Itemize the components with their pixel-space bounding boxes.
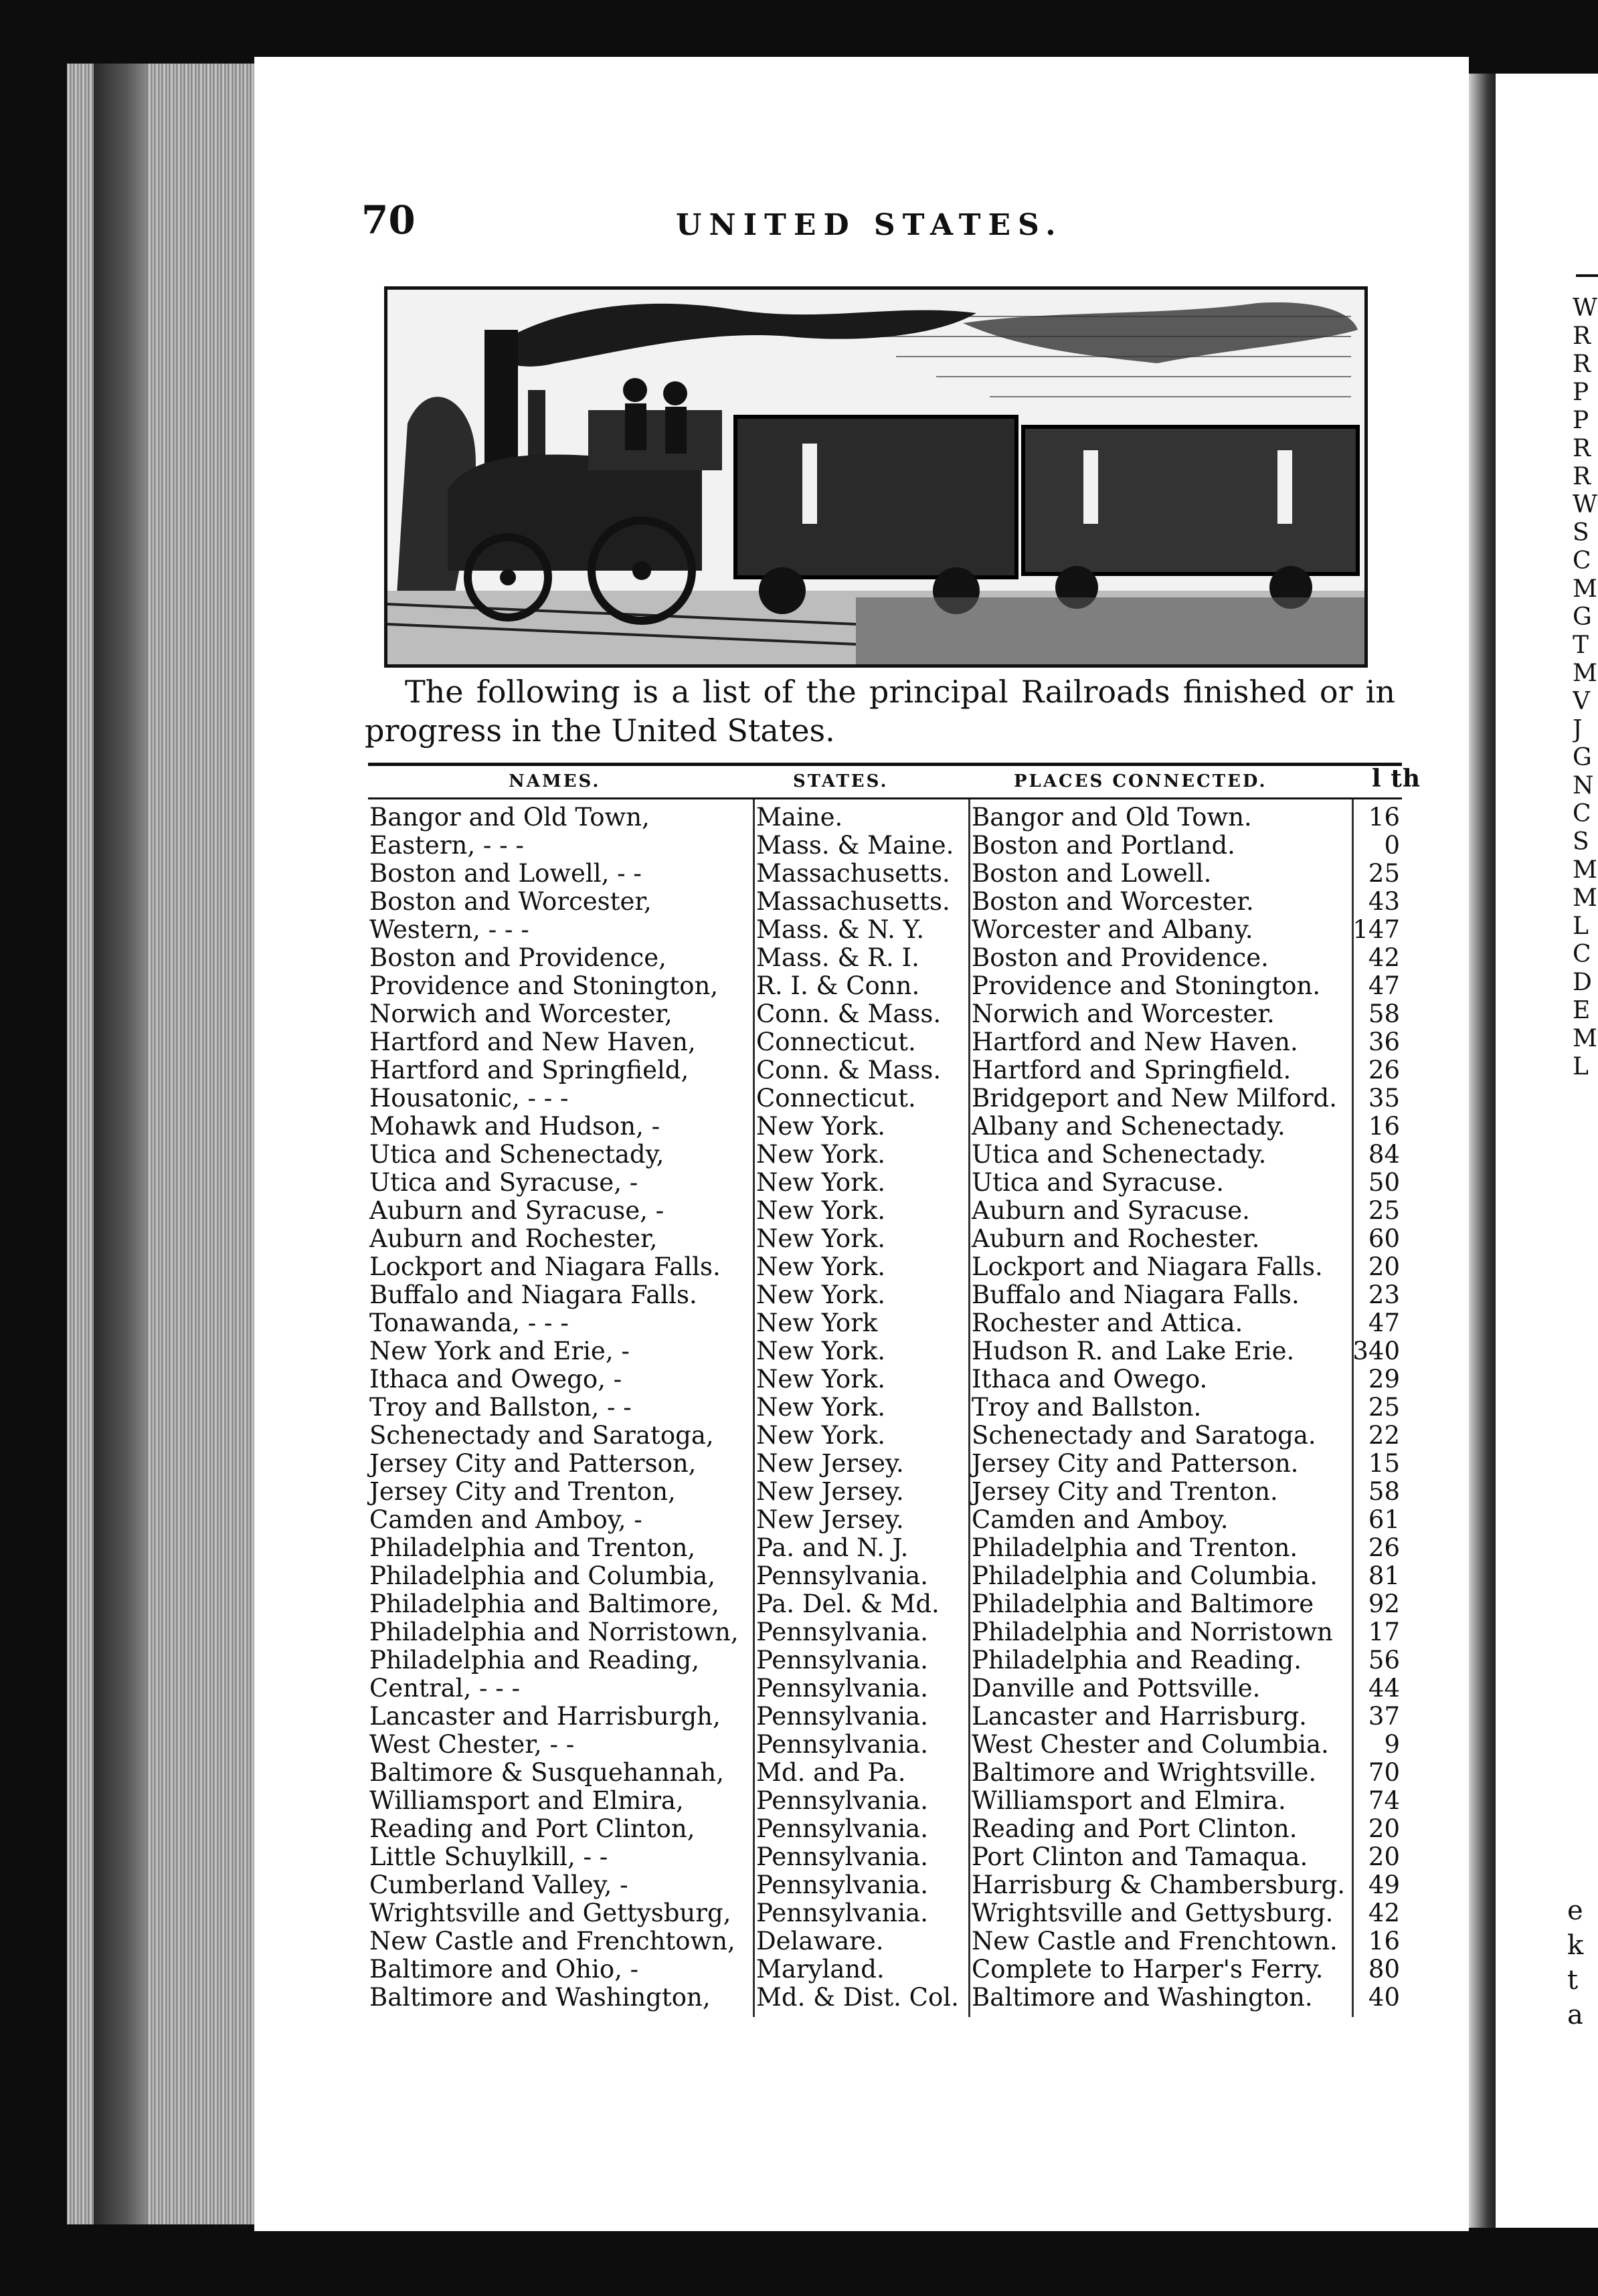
table-row [368, 1253, 1402, 1281]
railroad-state: Maryland. [756, 1955, 885, 1984]
railroad-length: 37 [1368, 1702, 1400, 1731]
places-connected: Auburn and Rochester. [972, 1224, 1260, 1253]
table-row [368, 1000, 1402, 1028]
railroad-state: Pa. Del. & Md. [756, 1590, 940, 1618]
places-connected: Ithaca and Owego. [972, 1365, 1208, 1394]
facing-page-fragment: N [1573, 772, 1594, 799]
places-connected: Boston and Lowell. [972, 859, 1212, 888]
facing-page-fragment: a [1567, 2000, 1583, 2030]
railroad-state: Mass. & R. I. [756, 943, 919, 972]
table-row [368, 1927, 1402, 1955]
table-row [368, 1815, 1402, 1843]
railroad-length: 22 [1368, 1421, 1400, 1450]
railroad-length: 29 [1368, 1365, 1400, 1394]
railroad-length: 23 [1368, 1280, 1400, 1309]
railroad-state: New York. [756, 1280, 886, 1309]
places-connected: Worcester and Albany. [972, 915, 1253, 944]
railroad-state: Pennsylvania. [756, 1786, 928, 1815]
table-row [368, 803, 1402, 832]
railroad-state: New York. [756, 1196, 886, 1225]
railroad-length: 20 [1368, 1842, 1400, 1871]
places-connected: Hudson R. and Lake Erie. [972, 1337, 1295, 1365]
railroad-length: 50 [1368, 1168, 1400, 1197]
railroad-length: 58 [1368, 999, 1400, 1028]
facing-page-rule [1576, 274, 1598, 277]
railroad-name: Central, - - - [369, 1674, 521, 1703]
places-connected: Norwich and Worcester. [972, 999, 1275, 1028]
facing-page-fragment: G [1573, 744, 1592, 771]
places-connected: Port Clinton and Tamaqua. [972, 1842, 1308, 1871]
railroad-state: Conn. & Mass. [756, 999, 942, 1028]
places-connected: Lancaster and Harrisburg. [972, 1702, 1307, 1731]
railroad-state: Pennsylvania. [756, 1702, 928, 1731]
railroad-name: West Chester, - - [369, 1730, 575, 1759]
railroad-name: Philadelphia and Reading, [369, 1646, 699, 1675]
places-connected: Utica and Syracuse. [972, 1168, 1224, 1197]
facing-page-fragment: k [1567, 1930, 1584, 1961]
railroad-length: 58 [1368, 1477, 1400, 1506]
railroad-name: Buffalo and Niagara Falls. [369, 1280, 697, 1309]
table-row [368, 1281, 1402, 1309]
railroad-length: 20 [1368, 1814, 1400, 1843]
table-row [368, 1675, 1402, 1703]
railroad-length: 26 [1368, 1533, 1400, 1562]
railroad-state: Delaware. [756, 1927, 884, 1955]
table-row [368, 1225, 1402, 1253]
railroad-name: Philadelphia and Trenton, [369, 1533, 696, 1562]
railroad-state: New York. [756, 1252, 886, 1281]
railroad-length: 60 [1368, 1224, 1400, 1253]
table-row [368, 1394, 1402, 1422]
railroad-length: 16 [1368, 1112, 1400, 1141]
railroad-name: Auburn and Syracuse, - [369, 1196, 664, 1225]
facing-page-fragment: C [1573, 547, 1591, 575]
railroad-name: Eastern, - - - [369, 831, 524, 860]
railroad-length: 56 [1368, 1646, 1400, 1675]
railroad-name: Ithaca and Owego, - [369, 1365, 622, 1394]
railroad-length: 16 [1368, 803, 1400, 832]
places-connected: Baltimore and Wrightsville. [972, 1758, 1317, 1787]
railroad-state: Md. & Dist. Col. [756, 1983, 959, 2012]
places-connected: Boston and Worcester. [972, 887, 1254, 916]
railroad-length: 44 [1368, 1674, 1400, 1703]
table-row [368, 1169, 1402, 1197]
railroad-length: 49 [1368, 1871, 1400, 1899]
railroad-name: Baltimore & Susquehannah, [369, 1758, 724, 1787]
railroad-name: Boston and Providence, [369, 943, 667, 972]
facing-page-fragment: D [1573, 969, 1592, 996]
railroad-length: 81 [1368, 1561, 1400, 1590]
table-row [368, 1899, 1402, 1927]
table-row [368, 1141, 1402, 1169]
places-connected: Rochester and Attica. [972, 1309, 1243, 1337]
table-row [368, 1056, 1402, 1084]
railroad-state: Pennsylvania. [756, 1561, 928, 1590]
facing-page-fragment: C [1573, 941, 1591, 968]
table-row [368, 1646, 1402, 1675]
railroad-state: Connecticut. [756, 1028, 916, 1056]
facing-page-fragment: M [1573, 575, 1597, 603]
railroad-state: Mass. & Maine. [756, 831, 954, 860]
facing-page-fragment: W [1573, 491, 1598, 518]
railroad-length: 43 [1368, 887, 1400, 916]
railroad-name: Housatonic, - - - [369, 1084, 569, 1113]
railroad-state: Pennsylvania. [756, 1646, 928, 1675]
railroad-length: 25 [1368, 1196, 1400, 1225]
railroad-length: 36 [1368, 1028, 1400, 1056]
table-row [368, 888, 1402, 916]
places-connected: Schenectady and Saratoga. [972, 1421, 1316, 1450]
railroad-name: Utica and Schenectady, [369, 1140, 664, 1169]
places-connected: Reading and Port Clinton. [972, 1814, 1298, 1843]
table-row [368, 1731, 1402, 1759]
places-connected: Utica and Schenectady. [972, 1140, 1267, 1169]
facing-page-fragment: G [1573, 603, 1592, 631]
places-connected: Lockport and Niagara Falls. [972, 1252, 1323, 1281]
facing-page-fragment: R [1573, 463, 1591, 490]
railroad-length: 340 [1352, 1337, 1400, 1365]
railroad-state: Pennsylvania. [756, 1618, 928, 1646]
places-connected: Danville and Pottsville. [972, 1674, 1261, 1703]
places-connected: Providence and Stonington. [972, 971, 1321, 1000]
railroad-length: 15 [1368, 1449, 1400, 1478]
railroad-name: Western, - - - [369, 915, 529, 944]
railroad-length: 84 [1368, 1140, 1400, 1169]
table-row [368, 1787, 1402, 1815]
column-header-length: l th [1372, 765, 1421, 793]
railroad-state: New Jersey. [756, 1449, 904, 1478]
table-row [368, 1759, 1402, 1787]
railroad-length: 9 [1384, 1730, 1400, 1759]
railroads-table [368, 759, 1421, 2017]
railroad-state: Pennsylvania. [756, 1842, 928, 1871]
table-row [368, 860, 1402, 888]
railroad-length: 42 [1368, 1899, 1400, 1927]
page-number: 70 [361, 197, 416, 243]
places-connected: Camden and Amboy. [972, 1505, 1229, 1534]
railroad-state: Maine. [756, 803, 843, 832]
railroad-name: Camden and Amboy, - [369, 1505, 642, 1534]
table-row [368, 1422, 1402, 1450]
railroad-state: New York. [756, 1421, 886, 1450]
railroad-name: Auburn and Rochester, [369, 1224, 658, 1253]
facing-page-fragment: C [1573, 800, 1591, 828]
railroad-name: Philadelphia and Norristown, [369, 1618, 739, 1646]
railroad-length: 25 [1368, 859, 1400, 888]
facing-page-fragment: M [1573, 660, 1597, 687]
facing-page-fragment: L [1573, 1053, 1589, 1080]
page-header [361, 197, 1405, 258]
places-connected: Philadelphia and Columbia. [972, 1561, 1318, 1590]
railroad-name: Troy and Ballston, - - [369, 1393, 632, 1422]
railroad-length: 147 [1352, 915, 1400, 944]
column-header-places: PLACES CONNECTED. [1014, 771, 1267, 791]
railroad-length: 61 [1368, 1505, 1400, 1534]
places-connected: Albany and Schenectady. [972, 1112, 1285, 1141]
railroad-name: Utica and Syracuse, - [369, 1168, 638, 1197]
railroad-state: New Jersey. [756, 1505, 904, 1534]
railroad-state: New York. [756, 1112, 886, 1141]
railroad-state: New York. [756, 1393, 886, 1422]
places-connected: Philadelphia and Trenton. [972, 1533, 1298, 1562]
book-cover-edge [94, 64, 147, 2224]
table-row [368, 1506, 1402, 1534]
places-connected: Hartford and Springfield. [972, 1056, 1292, 1084]
railroad-name: Jersey City and Patterson, [369, 1449, 697, 1478]
facing-page-fragment: L [1573, 913, 1589, 940]
railroad-name: Reading and Port Clinton, [369, 1814, 695, 1843]
railroad-length: 47 [1368, 1309, 1400, 1337]
railroad-length: 16 [1368, 1927, 1400, 1955]
railroad-state: Pennsylvania. [756, 1871, 928, 1899]
railroad-name: New York and Erie, - [369, 1337, 630, 1365]
facing-page-fragment: T [1573, 632, 1589, 659]
railroad-state: Massachusetts. [756, 887, 950, 916]
facing-page-fragment: e [1567, 1895, 1583, 1926]
places-connected: Williamsport and Elmira. [972, 1786, 1286, 1815]
table-top-rule [368, 763, 1402, 766]
table-row [368, 944, 1402, 972]
railroad-name: Lancaster and Harrisburgh, [369, 1702, 721, 1731]
railroad-length: 26 [1368, 1056, 1400, 1084]
railroad-length: 35 [1368, 1084, 1400, 1113]
railroad-name: Cumberland Valley, - [369, 1871, 628, 1899]
facing-page-text-fragments [1573, 294, 1598, 1081]
railroad-name: Bangor and Old Town, [369, 803, 650, 832]
facing-page-fragment: M [1573, 1025, 1597, 1052]
places-connected: West Chester and Columbia. [972, 1730, 1329, 1759]
railroad-name: Philadelphia and Baltimore, [369, 1590, 719, 1618]
railroad-state: New York [756, 1309, 878, 1337]
table-row [368, 1984, 1402, 2012]
table-row [368, 1478, 1402, 1506]
table-row [368, 916, 1402, 944]
railroad-name: Philadelphia and Columbia, [369, 1561, 716, 1590]
facing-page-fragment: R [1573, 351, 1591, 378]
railroad-state: New York. [756, 1365, 886, 1394]
table-row [368, 1113, 1402, 1141]
table-row [368, 1618, 1402, 1646]
table-row [368, 1450, 1402, 1478]
table-row [368, 1590, 1402, 1618]
facing-page-fragment: R [1573, 435, 1591, 462]
railroad-name: Baltimore and Ohio, - [369, 1955, 639, 1984]
railroad-state: Pennsylvania. [756, 1730, 928, 1759]
table-row [368, 1084, 1402, 1113]
facing-page-fragment: t [1567, 1965, 1579, 1996]
railroad-state: New York. [756, 1168, 886, 1197]
railroad-state: Md. and Pa. [756, 1758, 906, 1787]
railroad-state: New York. [756, 1224, 886, 1253]
railroad-name: Norwich and Worcester, [369, 999, 673, 1028]
facing-page-fragment: M [1573, 856, 1597, 884]
table-header-rule [368, 797, 1402, 799]
places-connected: Philadelphia and Reading. [972, 1646, 1302, 1675]
places-connected: Bangor and Old Town. [972, 803, 1252, 832]
table-row [368, 1028, 1402, 1056]
table-row [368, 1843, 1402, 1871]
places-connected: Wrightsville and Gettysburg. [972, 1899, 1334, 1927]
railroad-name: Providence and Stonington, [369, 971, 719, 1000]
places-connected: Baltimore and Washington. [972, 1983, 1313, 2012]
railroad-state: Pennsylvania. [756, 1674, 928, 1703]
places-connected: Troy and Ballston. [972, 1393, 1202, 1422]
column-header-names: NAMES. [509, 771, 601, 791]
facing-page-fragment: P [1573, 379, 1589, 406]
table-row [368, 832, 1402, 860]
table-row [368, 1534, 1402, 1562]
table-row [368, 1337, 1402, 1365]
railroad-state: New Jersey. [756, 1477, 904, 1506]
railroad-state: Conn. & Mass. [756, 1056, 942, 1084]
steam-locomotive-engraving [384, 286, 1368, 668]
railroad-name: Schenectady and Saratoga, [369, 1421, 714, 1450]
railroad-name: Boston and Worcester, [369, 887, 652, 916]
places-connected: Harrisburg & Chambersburg. [972, 1871, 1346, 1899]
railroad-state: Pennsylvania. [756, 1899, 928, 1927]
table-row [368, 1871, 1402, 1899]
railroad-length: 42 [1368, 943, 1400, 972]
railroad-length: 20 [1368, 1252, 1400, 1281]
facing-page-fragment: V [1573, 688, 1590, 715]
railroad-state: Pa. and N. J. [756, 1533, 909, 1562]
places-connected: Boston and Providence. [972, 943, 1269, 972]
railroad-name: Hartford and New Haven, [369, 1028, 696, 1056]
railroad-length: 92 [1368, 1590, 1400, 1618]
railroad-length: 40 [1368, 1983, 1400, 2012]
railroad-name: Baltimore and Washington, [369, 1983, 711, 2012]
intro-paragraph: The following is a list of the principal Railroads finished or in progress in the United States. [365, 674, 1395, 749]
facing-page-fragment: W [1573, 294, 1598, 322]
places-connected: Buffalo and Niagara Falls. [972, 1280, 1300, 1309]
railroad-state: Pennsylvania. [756, 1814, 928, 1843]
facing-page-fragment: M [1573, 884, 1597, 912]
railroad-length: 74 [1368, 1786, 1400, 1815]
places-connected: Auburn and Syracuse. [972, 1196, 1250, 1225]
facing-page-fragment: R [1573, 322, 1591, 350]
railroad-state: New York. [756, 1140, 886, 1169]
facing-page-fragment: J [1573, 716, 1583, 743]
railroad-name: Tonawanda, - - - [369, 1309, 569, 1337]
table-row [368, 1197, 1402, 1225]
railroad-name: Jersey City and Trenton, [369, 1477, 676, 1506]
running-title: UNITED STATES. [676, 208, 1063, 242]
railroad-length: 47 [1368, 971, 1400, 1000]
table-row [368, 1955, 1402, 1984]
facing-page-fragment: S [1573, 519, 1589, 547]
table-body [368, 803, 1402, 2012]
facing-page-fragment: S [1573, 828, 1589, 856]
places-connected: Jersey City and Trenton. [972, 1477, 1278, 1506]
railroad-length: 17 [1368, 1618, 1400, 1646]
column-header-states: STATES. [793, 771, 889, 791]
railroad-state: New York. [756, 1337, 886, 1365]
places-connected: Bridgeport and New Milford. [972, 1084, 1337, 1113]
facing-page-bottom-fragments [1567, 1893, 1598, 2032]
railroad-name: Williamsport and Elmira, [369, 1786, 684, 1815]
places-connected: Philadelphia and Baltimore [972, 1590, 1314, 1618]
railroad-name: New Castle and Frenchtown, [369, 1927, 735, 1955]
places-connected: Jersey City and Patterson. [972, 1449, 1299, 1478]
railroad-name: Mohawk and Hudson, - [369, 1112, 660, 1141]
places-connected: Complete to Harper's Ferry. [972, 1955, 1324, 1984]
railroad-state: Mass. & N. Y. [756, 915, 925, 944]
railroad-length: 70 [1368, 1758, 1400, 1787]
railroad-name: Hartford and Springfield, [369, 1056, 689, 1084]
places-connected: New Castle and Frenchtown. [972, 1927, 1338, 1955]
facing-page-fragment: E [1573, 997, 1591, 1024]
table-row [368, 972, 1402, 1000]
railroad-name: Little Schuylkill, - - [369, 1842, 608, 1871]
table-row [368, 1365, 1402, 1394]
places-connected: Boston and Portland. [972, 831, 1235, 860]
table-row [368, 1309, 1402, 1337]
railroad-name: Boston and Lowell, - - [369, 859, 642, 888]
railroad-name: Wrightsville and Gettysburg, [369, 1899, 731, 1927]
railroad-state: R. I. & Conn. [756, 971, 920, 1000]
railroad-length: 0 [1384, 831, 1400, 860]
railroad-length: 80 [1368, 1955, 1400, 1984]
places-connected: Philadelphia and Norristown [972, 1618, 1333, 1646]
railroad-length: 25 [1368, 1393, 1400, 1422]
facing-page-fragment: P [1573, 407, 1589, 434]
steam-locomotive-icon [387, 290, 1364, 664]
places-connected: Hartford and New Haven. [972, 1028, 1298, 1056]
table-row [368, 1562, 1402, 1590]
book-spine-shadow [1469, 74, 1496, 2228]
table-row [368, 1703, 1402, 1731]
railroad-state: Connecticut. [756, 1084, 916, 1113]
railroad-state: Massachusetts. [756, 859, 950, 888]
railroad-name: Lockport and Niagara Falls. [369, 1252, 721, 1281]
